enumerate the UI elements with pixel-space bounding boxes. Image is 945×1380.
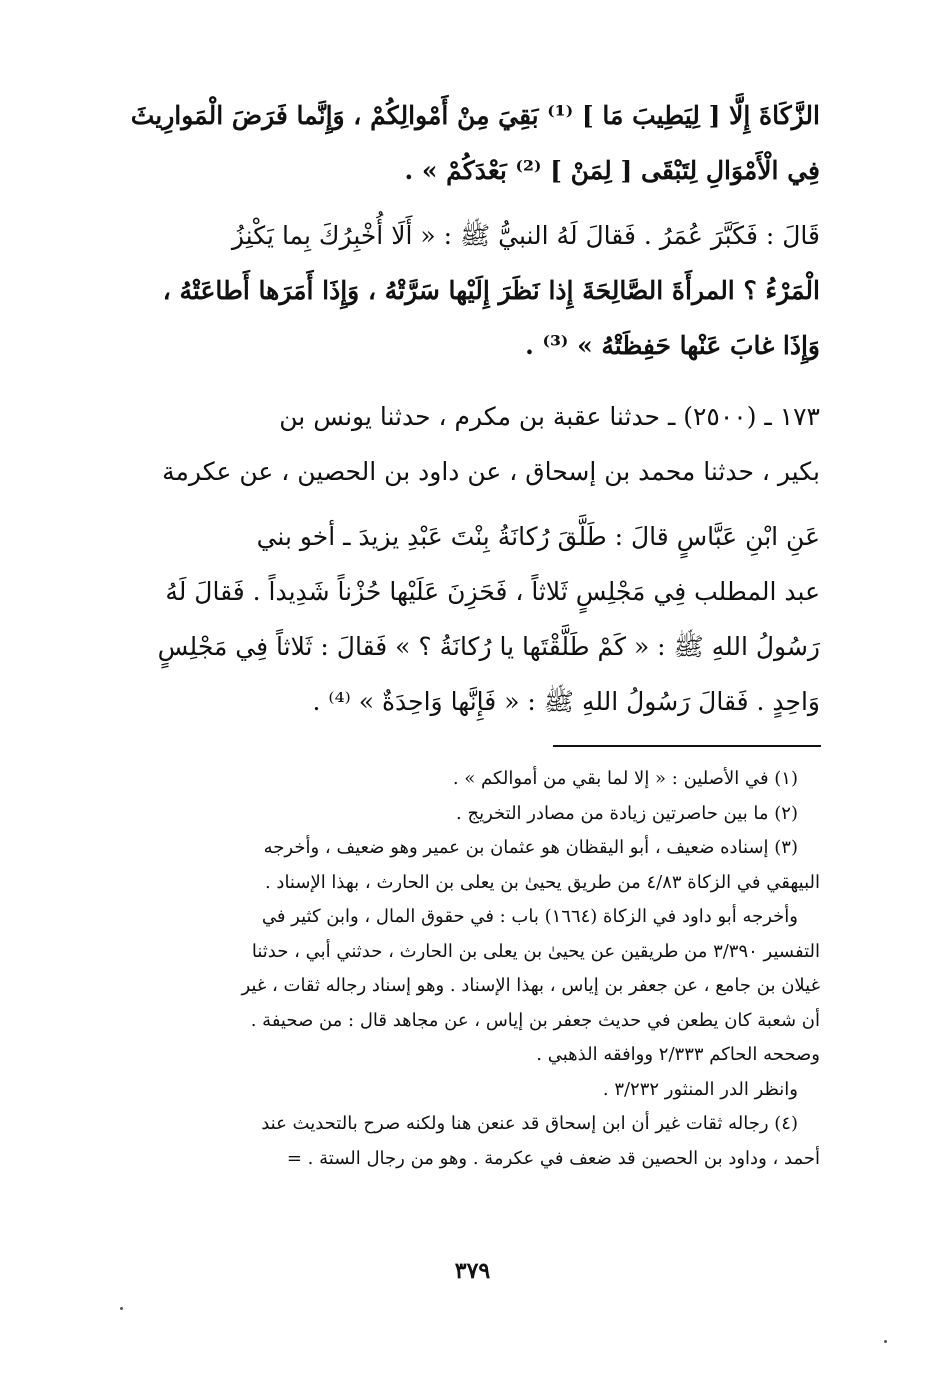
footnote-line: (١) في الأصلين : « إلا لما بقي من أموالكم » .: [452, 768, 798, 789]
text-line: عَنِ ابْنِ عَبَّاسٍ قالَ : طَلَّقَ رُكانَةُ بِنْتَ عَبْدِ يزيدَ ـ أخو بني: [256, 522, 820, 551]
text-line: وَاحِدٍ . فَقالَ رَسُولُ اللهِ ﷺ : « فَإِنَّها وَاحِدَةٌ » ⁽⁴⁾ .: [312, 687, 820, 716]
hadith-umar-paragraph: [128, 208, 820, 373]
footnote-line: التفسير ٣/٣٩٠ من طريقين عن يحيىٰ بن يعلى بن الحارث ، حدثني أبي ، حدثنا: [251, 940, 820, 962]
footnote-line: (٤) رجاله ثقات غير أن ابن إسحاق قد عنعن هنا ولكنه صرح بالتحديث عند: [261, 1113, 798, 1134]
hadith-continuation-paragraph: [128, 88, 820, 198]
footnote-line: غيلان بن جامع ، عن جعفر بن إياس ، بهذا الإسناد . وهو إسناد رجاله ثقات ، غير: [241, 975, 820, 996]
page-number: ٣٧٩: [454, 1258, 491, 1284]
text-line: وَإِذَا غابَ عَنْها حَفِظَتْهُ » ⁽³⁾ .: [525, 331, 820, 360]
footnote-line: وأخرجه أبو داود في الزكاة (١٦٦٤) باب : في حقوق المال ، وابن كثير في: [261, 906, 798, 927]
isnad-paragraph: [128, 389, 820, 499]
footnote-line: وانظر الدر المنثور ٣/٢٣٢ .: [602, 1078, 798, 1100]
text-line: ١٧٣ ـ (٢٥٠٠) ـ حدثنا عقبة بن مكرم ، حدثنا يونس بن: [279, 402, 820, 431]
footnote-line: (٣) إسناده ضعيف ، أبو اليقظان هو عثمان بن عمير وهو ضعيف ، وأخرجه: [263, 837, 798, 858]
main-text: [128, 88, 820, 729]
footnote-line: البيهقي في الزكاة ٤/٨٣ من طريق يحيىٰ بن يعلى بن الحارث ، بهذا الإسناد .: [264, 871, 820, 893]
footnote-line: (٢) ما بين حاصرتين زيادة من مصادر التخريج .: [456, 802, 798, 824]
hadith-rukana-paragraph: [128, 509, 820, 729]
footnotes: [128, 762, 820, 1176]
text-line: فِي الْأَمْوَالِ لِتَبْقَى [ لِمَنْ ] ⁽²⁾ بَعْدَكُمْ » .: [404, 156, 820, 185]
footnote-line: أن شعبة كان يطعن في حديث جعفر بن إياس ، عن مجاهد قال : من صحيفة .: [250, 1009, 820, 1031]
scan-speck: [120, 1307, 123, 1310]
footnote-separator: [553, 745, 821, 747]
text-line: الزَّكَاةَ إِلَّا [ لِيَطِيبَ مَا ] ⁽¹⁾ بَقِيَ مِنْ أَمْوالِكُمْ ، وَإِنَّما فَرَضَ الْمَوارِيثَ: [130, 101, 820, 130]
text-line: عبد المطلب فِي مَجْلِسٍ ثَلاثاً ، فَحَزِنَ عَلَيْها حُزْناً شَدِيداً . فَقالَ لَهُ: [165, 577, 820, 606]
text-line: قَالَ : فَكَبَّرَ عُمَرُ . فَقالَ لَهُ النبيُّ ﷺ : « أَلَا أُخْبِرُكَ بِما يَكْنِزُ: [231, 221, 820, 250]
text-line: بكير ، حدثنا محمد بن إسحاق ، عن داود بن الحصين ، عن عكرمة: [162, 457, 820, 486]
text-line: رَسُولُ اللهِ ﷺ : « كَمْ طَلَّقْتَها يا رُكانَةُ ؟ » فَقالَ : ثَلاثاً فِي مَجْلِسٍ: [157, 632, 820, 661]
footnote-line: أحمد ، وداود بن الحصين قد ضعف في عكرمة . وهو من رجال الستة . =: [286, 1147, 820, 1169]
text-line: الْمَرْءُ ؟ المرأَةَ الصَّالِحَةَ إِذا نَظَرَ إِلَيْها سَرَّتْهُ ، وَإِذَا أَمَرَها أَطاعَتْهُ ،: [162, 276, 820, 305]
footnote-line: وصححه الحاكم ٢/٣٣٣ ووافقه الذهبي .: [536, 1044, 820, 1065]
scan-speck: [884, 1340, 887, 1343]
